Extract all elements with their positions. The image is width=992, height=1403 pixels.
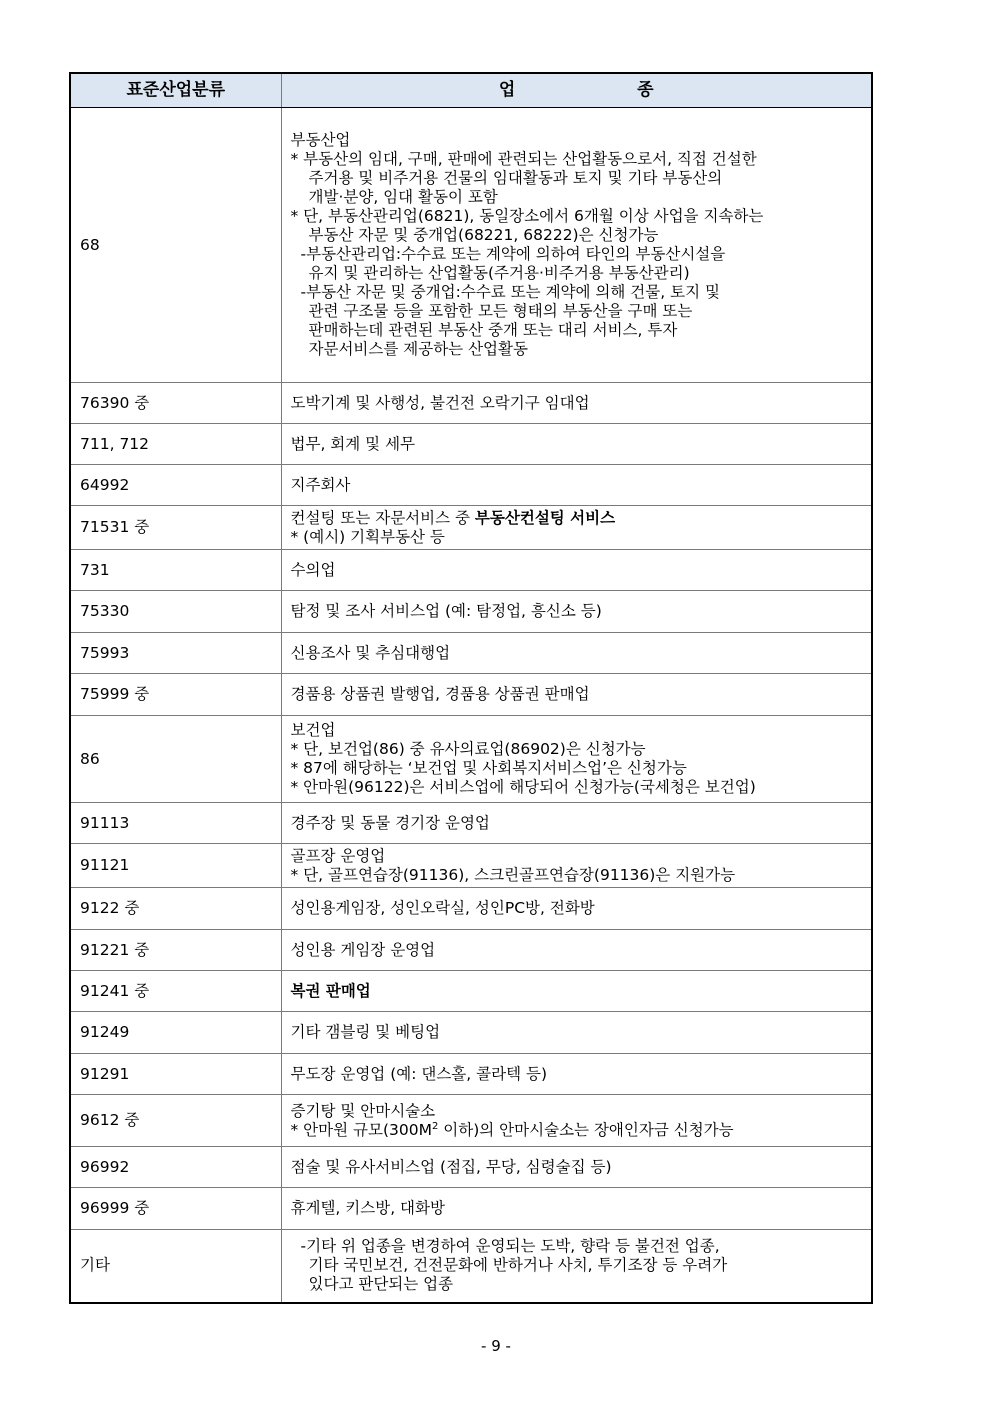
row-code: 91249 (70, 1012, 281, 1054)
row-description (281, 1188, 872, 1230)
row-code: 76390 중 (70, 383, 281, 424)
desc-line: 판매하는데 관련된 부동산 중개 또는 대리 서비스, 투자 (308, 321, 678, 339)
desc-line: 신용조사 및 추심대행업 (290, 643, 451, 662)
desc-line: * 단, 보건업(86) 중 유사의료업(86902)은 신청가능 (290, 740, 646, 758)
row-description (281, 108, 872, 383)
page-number: - 9 - (481, 1337, 511, 1355)
desc-line: 기타 국민보건, 건전문화에 반하거나 사치, 투기조장 등 우려가 (308, 1256, 728, 1275)
row-description (281, 424, 872, 465)
desc-line: 유지 및 관리하는 산업활동(주거용·비주거용 부동산관리) (308, 264, 690, 282)
desc-line: 경품용 상품권 발행업, 경품용 상품권 판매업 (290, 685, 590, 703)
desc-line: 복권 판매업 (290, 981, 371, 1000)
table-header-row (70, 73, 872, 108)
desc-line (291, 509, 868, 528)
table-row (70, 550, 872, 591)
row-description (281, 591, 872, 633)
header-industry-left: 업 (498, 80, 516, 100)
row-description (281, 1012, 872, 1054)
desc-line: 성인용 게임장 운영업 (290, 940, 436, 959)
row-description (281, 1054, 872, 1095)
table-row (70, 1095, 872, 1147)
header-industry-right: 종 (637, 80, 654, 100)
table-row (70, 108, 872, 383)
desc-line: 법무, 회계 및 세무 (290, 434, 416, 453)
desc-line: * 단, 골프연습장(91136), 스크린골프연습장(91136)은 지원가능 (290, 865, 736, 884)
desc-line: 보건업 (290, 721, 336, 739)
desc-prefix: 컨설팅 또는 자문서비스 중 (290, 508, 475, 527)
desc-line: 개발·분양, 임대 활동이 포함 (308, 188, 498, 206)
row-description (281, 888, 872, 930)
desc-line: 경주장 및 동물 경기장 운영업 (290, 813, 490, 832)
row-description (281, 465, 872, 506)
header-industry (281, 73, 872, 108)
row-description (281, 803, 872, 844)
row-code: 9122 중 (70, 888, 281, 930)
table-row (70, 1012, 872, 1054)
desc-line: 자문서비스를 제공하는 산업활동 (308, 340, 528, 358)
row-code: 711, 712 (70, 424, 281, 465)
desc-line: -부동산관리업:수수료 또는 계약에 의하여 타인의 부동산시설을 (300, 245, 726, 263)
table-row (70, 465, 872, 506)
row-code: 86 (70, 716, 281, 803)
desc-line (291, 1121, 868, 1140)
table-row (70, 424, 872, 465)
table-row (70, 888, 872, 930)
desc-line: 무도장 운영업 (예: 댄스홀, 콜라텍 등) (290, 1064, 548, 1083)
desc-line: 도박기계 및 사행성, 불건전 오락기구 임대업 (290, 393, 590, 412)
table-row (70, 506, 872, 550)
row-code: 75330 (70, 591, 281, 633)
desc-bold-highlight: 부동산컨설팅 서비스 (474, 508, 616, 527)
row-description (281, 716, 872, 803)
row-description (281, 1147, 872, 1188)
row-code: 75993 (70, 633, 281, 674)
row-code: 91241 중 (70, 971, 281, 1012)
row-description (281, 506, 872, 550)
desc-line: * 부동산의 임대, 구매, 판매에 관련되는 산업활동으로서, 직접 건설한 (290, 150, 757, 168)
row-description (281, 633, 872, 674)
row-code: 68 (70, 108, 281, 383)
row-code: 96992 (70, 1147, 281, 1188)
desc-line: * 단, 부동산관리업(6821), 동일장소에서 6개월 이상 사업을 지속하는 (290, 207, 764, 225)
desc-line: 있다고 판단되는 업종 (308, 1275, 454, 1294)
table-row (70, 1230, 872, 1303)
desc-line: 증기탕 및 안마시술소 (290, 1101, 436, 1120)
desc-prefix: * 안마원 규모(300M (290, 1120, 432, 1139)
table-row (70, 633, 872, 674)
table-row (70, 383, 872, 424)
desc-line: 부동산업 (290, 131, 351, 149)
table-row (70, 591, 872, 633)
row-description (281, 844, 872, 888)
table-row (70, 803, 872, 844)
row-code: 기타 (70, 1230, 281, 1303)
row-code: 731 (70, 550, 281, 591)
table-row (70, 1054, 872, 1095)
desc-line: 휴게텔, 키스방, 대화방 (290, 1199, 445, 1217)
table-row (70, 930, 872, 971)
desc-line: 골프장 운영업 (290, 846, 386, 865)
desc-line: -부동산 자문 및 중개업:수수료 또는 계약에 의해 건물, 토지 및 (300, 283, 720, 301)
row-description (281, 674, 872, 716)
table-row (70, 1147, 872, 1188)
row-code: 91113 (70, 803, 281, 844)
row-code: 71531 중 (70, 506, 281, 550)
desc-line: 주거용 및 비주거용 건물의 임대활동과 토지 및 기타 부동산의 (308, 169, 723, 187)
row-description (281, 383, 872, 424)
table-row (70, 844, 872, 888)
table-row (70, 971, 872, 1012)
table-row (70, 716, 872, 803)
desc-line: 관련 구조물 등을 포함한 모든 형태의 부동산을 구매 또는 (308, 302, 693, 320)
desc-line: * 87에 해당하는 ‘보건업 및 사회복지서비스업’은 신청가능 (290, 759, 687, 777)
superscript: 2 (431, 1120, 439, 1132)
row-code: 91121 (70, 844, 281, 888)
desc-line: 기타 갬블링 및 베팅업 (290, 1023, 441, 1041)
desc-line: 부동산 자문 및 중개업(68221, 68222)은 신청가능 (308, 226, 659, 244)
header-classification: 표준산업분류 (70, 73, 281, 108)
industry-table (69, 72, 873, 1304)
row-code: 91221 중 (70, 930, 281, 971)
row-description (281, 1095, 872, 1147)
row-description (281, 550, 872, 591)
table-row (70, 674, 872, 716)
desc-line: * 안마원(96122)은 서비스업에 해당되어 신청가능(국세청은 보건업) (290, 778, 756, 796)
row-description (281, 971, 872, 1012)
desc-line: * (예시) 기획부동산 등 (290, 527, 445, 546)
row-code: 75999 중 (70, 674, 281, 716)
row-code: 91291 (70, 1054, 281, 1095)
desc-line: 수의업 (290, 560, 336, 579)
desc-line: 점술 및 유사서비스업 (점집, 무당, 심령술집 등) (290, 1157, 612, 1176)
desc-line: 성인용게임장, 성인오락실, 성인PC방, 전화방 (290, 899, 595, 917)
desc-suffix: 이하)의 안마시술소는 장애인자금 신청가능 (438, 1120, 734, 1139)
row-code: 64992 (70, 465, 281, 506)
desc-line: 탐정 및 조사 서비스업 (예: 탐정업, 흥신소 등) (290, 602, 602, 620)
row-description (281, 930, 872, 971)
row-code: 96999 중 (70, 1188, 281, 1230)
row-description (281, 1230, 872, 1303)
row-code: 9612 중 (70, 1095, 281, 1147)
desc-line: -기타 위 업종을 변경하여 운영되는 도박, 향락 등 불건전 업종, (300, 1237, 720, 1256)
desc-line: 지주회사 (290, 475, 351, 494)
table-row (70, 1188, 872, 1230)
